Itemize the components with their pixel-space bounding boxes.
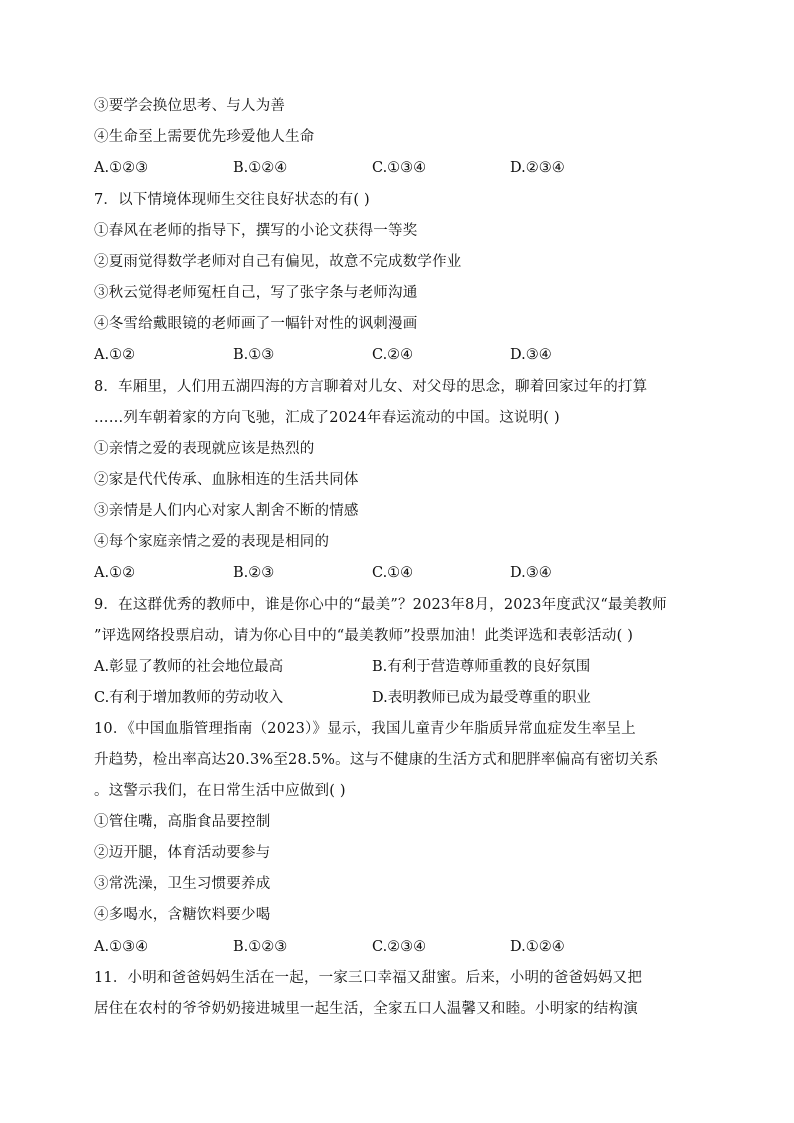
q8-stem-line-2: ……列车朝着家的方向飞驰，汇成了2024年春运流动的中国。这说明( ) — [94, 410, 560, 426]
q8-statement-3: ③亲情是人们内心对家人割舍不断的情感 — [94, 503, 359, 519]
q10-option-a: A.①③④ — [94, 939, 149, 955]
q9-stem-line-1: 9．在这群优秀的教师中，谁是你心中的“最美”？2023年8月，2023年度武汉“最美教师 — [94, 597, 667, 613]
q7-statement-3: ③秋云觉得老师冤枉自己，写了张字条与老师沟通 — [94, 285, 418, 301]
q6-statement-4: ④生命至上需要优先珍爱他人生命 — [94, 129, 315, 145]
q10-stem-line-1: 10．《中国血脂管理指南（2023）》显示，我国儿童青少年脂质异常血症发生率呈上 — [94, 721, 636, 737]
q6-options — [94, 158, 714, 178]
q8-option-c: C.①④ — [372, 565, 414, 581]
q8-option-a: A.①② — [94, 565, 136, 581]
q9-options-row-2 — [94, 688, 714, 708]
q10-statement-3: ③常洗澡，卫生习惯要养成 — [94, 876, 271, 892]
q8-statement-2: ②家是代代传承、血脉相连的生活共同体 — [94, 472, 359, 488]
q9-option-b: B.有利于营造尊师重教的良好氛围 — [372, 659, 591, 675]
q11-stem-line-1: 11．小明和爸爸妈妈生活在一起，一家三口幸福又甜蜜。后来，小明的爸爸妈妈又把 — [94, 970, 643, 986]
q9-option-a: A.彰显了教师的社会地位最高 — [94, 659, 284, 675]
q10-option-c: C.②③④ — [372, 939, 427, 955]
q10-statement-2: ②迈开腿，体育活动要参与 — [94, 845, 271, 861]
q6-option-b: B.①②④ — [233, 160, 288, 176]
q7-statement-2: ②夏雨觉得数学老师对自己有偏见，故意不完成数学作业 — [94, 254, 462, 270]
q6-statement-3: ③要学会换位思考、与人为善 — [94, 98, 286, 114]
q7-options — [94, 345, 714, 365]
q8-option-b: B.②③ — [233, 565, 275, 581]
q8-stem-line-1: 8．车厢里，人们用五湖四海的方言聊着对儿女、对父母的思念，聊着回家过年的打算 — [94, 379, 648, 395]
q8-statement-1: ①亲情之爱的表现就应该是热烈的 — [94, 441, 315, 457]
q7-statement-4: ④冬雪给戴眼镜的老师画了一幅针对性的讽刺漫画 — [94, 316, 418, 332]
q11-stem-line-2: 居住在农村的爷爷奶奶接进城里一起生活，全家五口人温馨又和睦。小明家的结构演 — [94, 1001, 638, 1017]
q10-stem-line-2: 升趋势，检出率高达20.3%至28.5%。这与不健康的生活方式和肥胖率偏高有密切关系 — [94, 752, 659, 768]
q10-statement-4: ④多喝水，含糖饮料要少喝 — [94, 907, 271, 923]
q10-stem-line-3: 。这警示我们，在日常生活中应做到( ) — [94, 783, 346, 799]
q9-options-row-1 — [94, 657, 714, 677]
q6-option-a: A.①②③ — [94, 160, 149, 176]
q10-options — [94, 937, 714, 957]
q6-option-d: D.②③④ — [510, 160, 565, 176]
q7-statement-1: ①春风在老师的指导下，撰写的小论文获得一等奖 — [94, 223, 418, 239]
q10-option-d: D.①②④ — [510, 939, 565, 955]
q6-option-c: C.①③④ — [372, 160, 427, 176]
q8-option-d: D.③④ — [510, 565, 552, 581]
q8-options — [94, 563, 714, 583]
q7-option-d: D.③④ — [510, 347, 552, 363]
q7-option-a: A.①② — [94, 347, 136, 363]
q7-option-c: C.②④ — [372, 347, 414, 363]
q10-statement-1: ①管住嘴，高脂食品要控制 — [94, 814, 271, 830]
q9-option-d: D.表明教师已成为最受尊重的职业 — [372, 690, 591, 706]
q9-stem-line-2: ”评选网络投票启动，请为你心目中的“最美教师”投票加油！此类评选和表彰活动( ) — [94, 628, 634, 644]
q9-option-c: C.有利于增加教师的劳动收入 — [94, 690, 284, 706]
q8-statement-4: ④每个家庭亲情之爱的表现是相同的 — [94, 534, 330, 550]
q7-stem: 7．以下情境体现师生交往良好状态的有( ) — [94, 192, 370, 208]
q10-option-b: B.①②③ — [233, 939, 288, 955]
q7-option-b: B.①③ — [233, 347, 275, 363]
